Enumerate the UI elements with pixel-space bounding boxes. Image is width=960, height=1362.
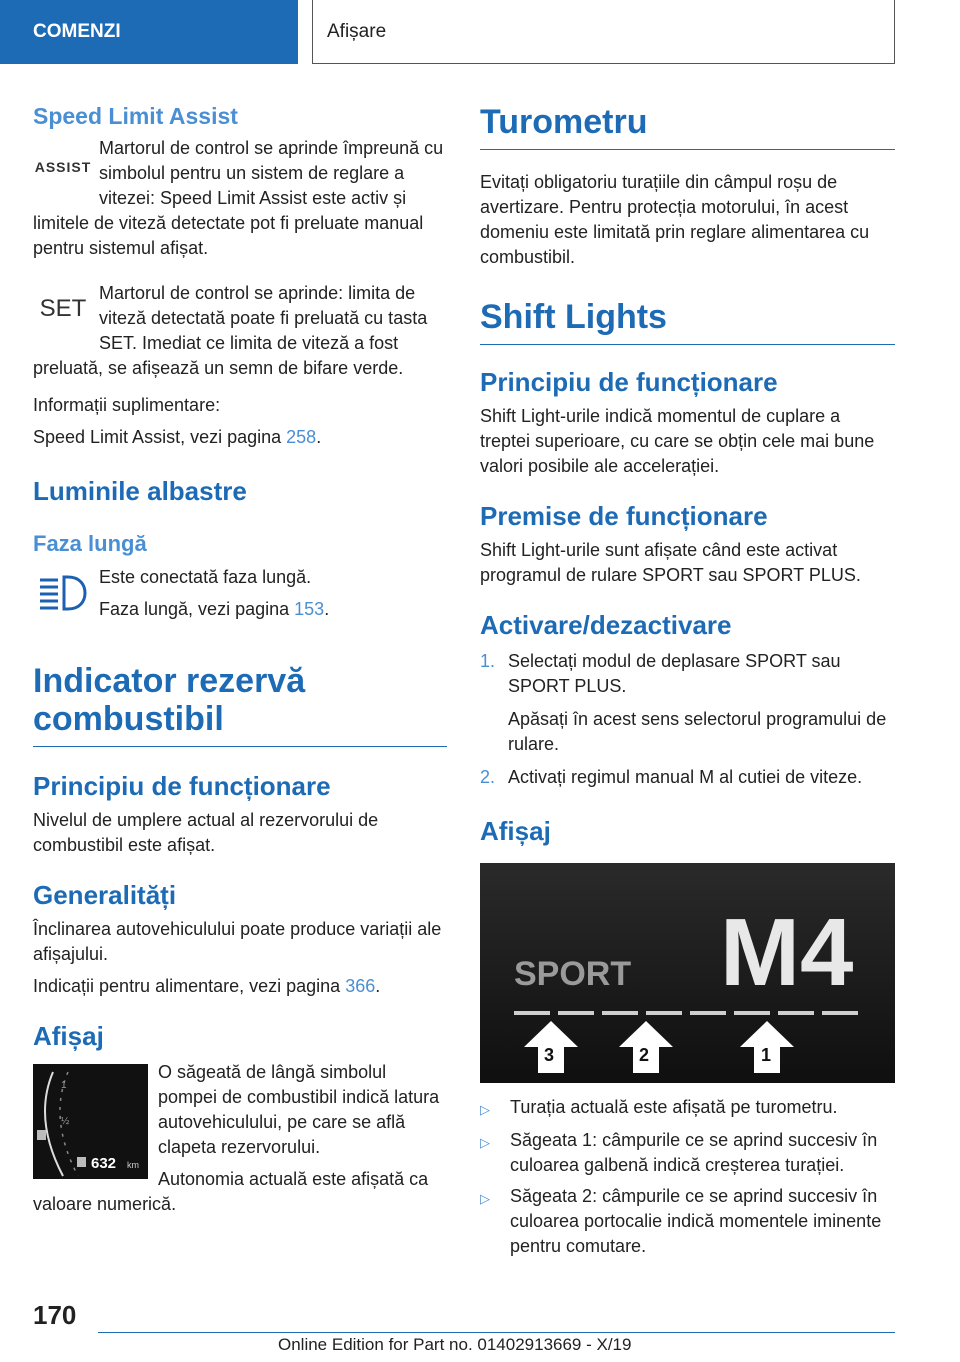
step-text: Activați regimul manual M al cutiei de viteze. <box>508 767 863 787</box>
footer-rule <box>98 1332 895 1333</box>
fuel-pump-small-icon <box>77 1157 86 1167</box>
high-beam-icon <box>33 565 93 621</box>
bullet-triangle-icon: ▷ <box>480 1135 490 1150</box>
shift-display-title: Afișaj <box>480 816 551 846</box>
step-text: Selectați modul de deplasare SPORT sau SPORT PLUS. <box>508 651 841 696</box>
shift-principle-text: Shift Light-urile indică momentul de cuplare a treptei superioare, cu care se obțin cele mai bune valori posibile ale accelerației. <box>480 406 875 476</box>
fuel-gauge-svg <box>33 1064 148 1179</box>
chapter-label: Afișare <box>327 20 387 42</box>
set-icon <box>33 281 93 337</box>
fuel-principle-text: Nivelul de umplere actual al rezervorului de combustibil este afișat. <box>33 810 379 855</box>
shift-bullets <box>480 1095 895 1259</box>
step-1 <box>480 649 895 757</box>
high-beam-title: Faza lungă <box>33 531 147 556</box>
info-label: Informații suplimentare: <box>33 395 221 415</box>
gear-label: M4 <box>720 899 854 1006</box>
ref-end: . <box>375 976 381 996</box>
left-column <box>33 95 447 1217</box>
blue-lights-title: Luminile albastre <box>33 476 247 506</box>
fuel-gauge-image <box>33 1064 148 1179</box>
chapter-tab <box>312 0 895 64</box>
shift-title-rule <box>480 344 895 345</box>
footer-edition: Online Edition for Part no. 01402913669 - X/19 <box>278 1335 632 1354</box>
assist-icon <box>33 136 93 198</box>
sport-label: SPORT <box>514 955 632 993</box>
ref-text: Speed Limit Assist, vezi pagina <box>33 427 287 447</box>
step-number: 2. <box>480 767 496 787</box>
bullet-triangle-icon: ▷ <box>480 1191 490 1206</box>
ref-text: Faza lungă, vezi pagina <box>99 599 295 619</box>
section-label: COMENZI <box>33 21 121 42</box>
step-2 <box>480 765 895 790</box>
gauge-unit: km <box>127 1160 139 1170</box>
step-subtext: Apăsați în acest sens selectorul programului de rulare. <box>508 709 887 754</box>
assist-icon-text: ASSIST <box>34 159 92 175</box>
speed-limit-title: Speed Limit Assist <box>33 103 238 129</box>
fuel-ref <box>33 974 447 999</box>
tach-title: Turometru <box>480 103 648 141</box>
page-link-366[interactable]: 366 <box>345 976 376 996</box>
bullet-triangle-icon: ▷ <box>480 1102 490 1117</box>
fuel-general-text: Înclinarea autovehiculului poate produce variații ale afișajului. <box>33 919 442 964</box>
shift-premise-title: Premise de funcționare <box>480 501 768 531</box>
page-link-258[interactable]: 258 <box>286 427 317 447</box>
arrow-2-label: 2 <box>639 1045 650 1065</box>
high-beam-ref <box>33 597 447 622</box>
tach-title-rule <box>480 149 895 150</box>
fuel-display-title: Afișaj <box>33 1021 104 1051</box>
arrow-3-label: 3 <box>544 1045 555 1065</box>
bullet-text: Săgeata 2: câmpurile ce se aprind succesiv în culoarea portocalie indică momentele iminente pentru comutare. <box>510 1186 882 1256</box>
right-column <box>480 95 895 1265</box>
ref-end: . <box>324 599 330 619</box>
assist-text: Martorul de control se aprinde împreună cu simbolul pentru un sistem de reglare a vitezei: Speed Limit Assist este activ și limitele de viteză detectate pot fi preluate manual pentru sistemul afișat. <box>33 138 444 258</box>
shift-lights-svg <box>480 863 895 1083</box>
page-link-153[interactable]: 153 <box>294 599 325 619</box>
bullet-text: Săgeata 1: câmpurile ce se aprind succesiv în culoarea galbenă indică creșterea turației. <box>510 1130 878 1175</box>
fuel-title-rule <box>33 746 447 747</box>
section-tab[interactable] <box>0 0 298 64</box>
step-number: 1. <box>480 651 496 671</box>
bullet-item <box>480 1095 895 1122</box>
fuel-pump-icon <box>37 1130 46 1140</box>
fuel-principle-title: Principiu de funcționare <box>33 771 331 801</box>
ref-end: . <box>316 427 322 447</box>
set-text: Martorul de control se aprinde: limita de viteză detectată poate fi preluată cu tasta SET. Imediat ce limita de viteză a fost preluată, se afișează un semn de bifare verde. <box>33 283 428 378</box>
fuel-general-title: Generalități <box>33 880 177 910</box>
gauge-range: 632 <box>91 1155 117 1172</box>
page-number: 170 <box>33 1300 77 1330</box>
bullet-item <box>480 1128 895 1178</box>
gauge-tick-half: ½ <box>61 1116 70 1127</box>
shift-principle-title: Principiu de funcționare <box>480 367 778 397</box>
ref-text: Indicații pentru alimentare, vezi pagina <box>33 976 346 996</box>
fuel-title: Indicator rezervă combustibil <box>33 662 306 738</box>
shift-title: Shift Lights <box>480 298 667 336</box>
shift-premise-text: Shift Light-urile sunt afișate când este activat programul de rulare SPORT sau SPORT PLUS. <box>480 540 861 585</box>
bullet-item <box>480 1184 895 1259</box>
set-icon-text: SET <box>39 295 87 322</box>
gauge-tick-1: 1 <box>61 1080 67 1091</box>
shift-activation-title: Activare/dezactivare <box>480 610 732 640</box>
high-beam-icon-svg <box>38 574 88 612</box>
fuel-display-text2: Autonomia actuală este afișată ca valoare numerică. <box>33 1169 429 1214</box>
speed-limit-ref <box>33 425 447 450</box>
arrow-1-label: 1 <box>761 1045 772 1065</box>
fuel-display-text1: O săgeată de lângă simbolul pompei de combustibil indică latura autovehiculului, pe care se află clapeta rezervorului. <box>158 1062 440 1157</box>
tach-text: Evitați obligatoriu turațiile din câmpul roșu de avertizare. Pentru protecția motorului, în acest domeniu este limitată prin reglare alimentarea cu combustibil. <box>480 172 870 267</box>
high-beam-text: Este conectată faza lungă. <box>99 567 312 587</box>
bullet-text: Turația actuală este afișată pe turometru. <box>510 1097 838 1117</box>
shift-lights-image <box>480 863 895 1083</box>
